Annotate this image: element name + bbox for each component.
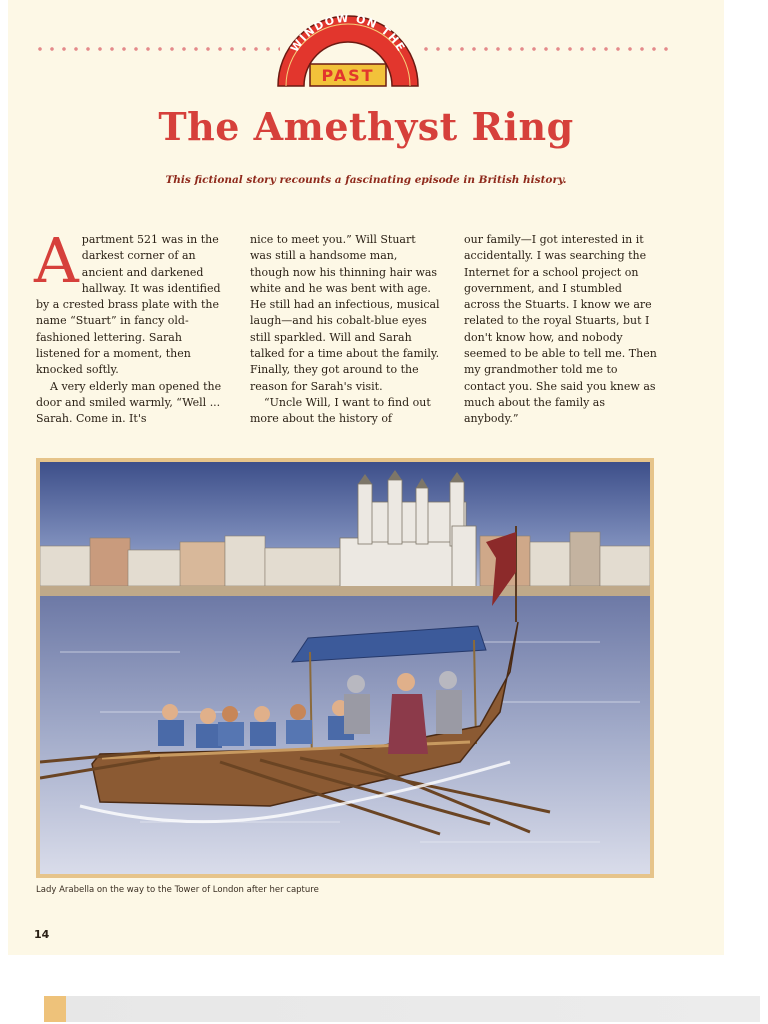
window-on-the-past-logo (272, 8, 424, 94)
logo-past-text: PAST (321, 66, 375, 85)
logo-arc-text: WINDOW ON THE (288, 11, 409, 55)
article-title: The Amethyst Ring (158, 104, 574, 149)
text-column-2 (250, 232, 440, 428)
paragraph-5: our family—I got interested in it accidentally. I was searching the Internet for a school project on government, and I stumbled across the Stuarts. I know we are related to the royal Stuarts, but I don't know how, and nobody seemed to be able to tell me. Then my grandmother told me to contact you. She said you knew as much about the family as anybody.” (464, 233, 657, 426)
drop-cap: A (34, 224, 79, 297)
paragraph-3: nice to meet you.” Will Stuart was still a handsome man, though now his thinning hair was white and he was bent with age. He still had an infectious, musical laugh—and his cobalt-blue eyes still sparkled. Will and Sarah talked for a time about the family. Finally, they got around to the reason for Sarah's visit. (250, 233, 440, 393)
article-subtitle: This fictional story recounts a fascinating episode in British history. (165, 174, 567, 186)
paragraph-4: “Uncle Will, I want to find out more about the history of (250, 395, 431, 426)
figure-caption: Lady Arabella on the way to the Tower of London after her capture (36, 885, 319, 895)
header-dot-rule-right (420, 47, 670, 51)
illustration-frame (36, 458, 654, 878)
text-column-3 (464, 232, 660, 428)
paragraph-2: A very elderly man opened the door and smiled warmly, “Well ... Sarah. Come in. It's (36, 379, 222, 426)
magazine-page (8, 0, 724, 955)
tower-of-london-boat-illustration (40, 462, 650, 874)
paragraph-1: partment 521 was in the darkest corner of an ancient and darkened hallway. It was identified by a crested brass plate with the name “Stuart” in fancy old-fashioned lettering. Sarah listened for a moment, then knocked softly. (36, 233, 221, 377)
page-number: 14 (34, 928, 50, 941)
text-column-1 (34, 224, 222, 428)
header-dot-rule-left (34, 47, 280, 51)
scan-edge-strip (44, 996, 760, 1022)
